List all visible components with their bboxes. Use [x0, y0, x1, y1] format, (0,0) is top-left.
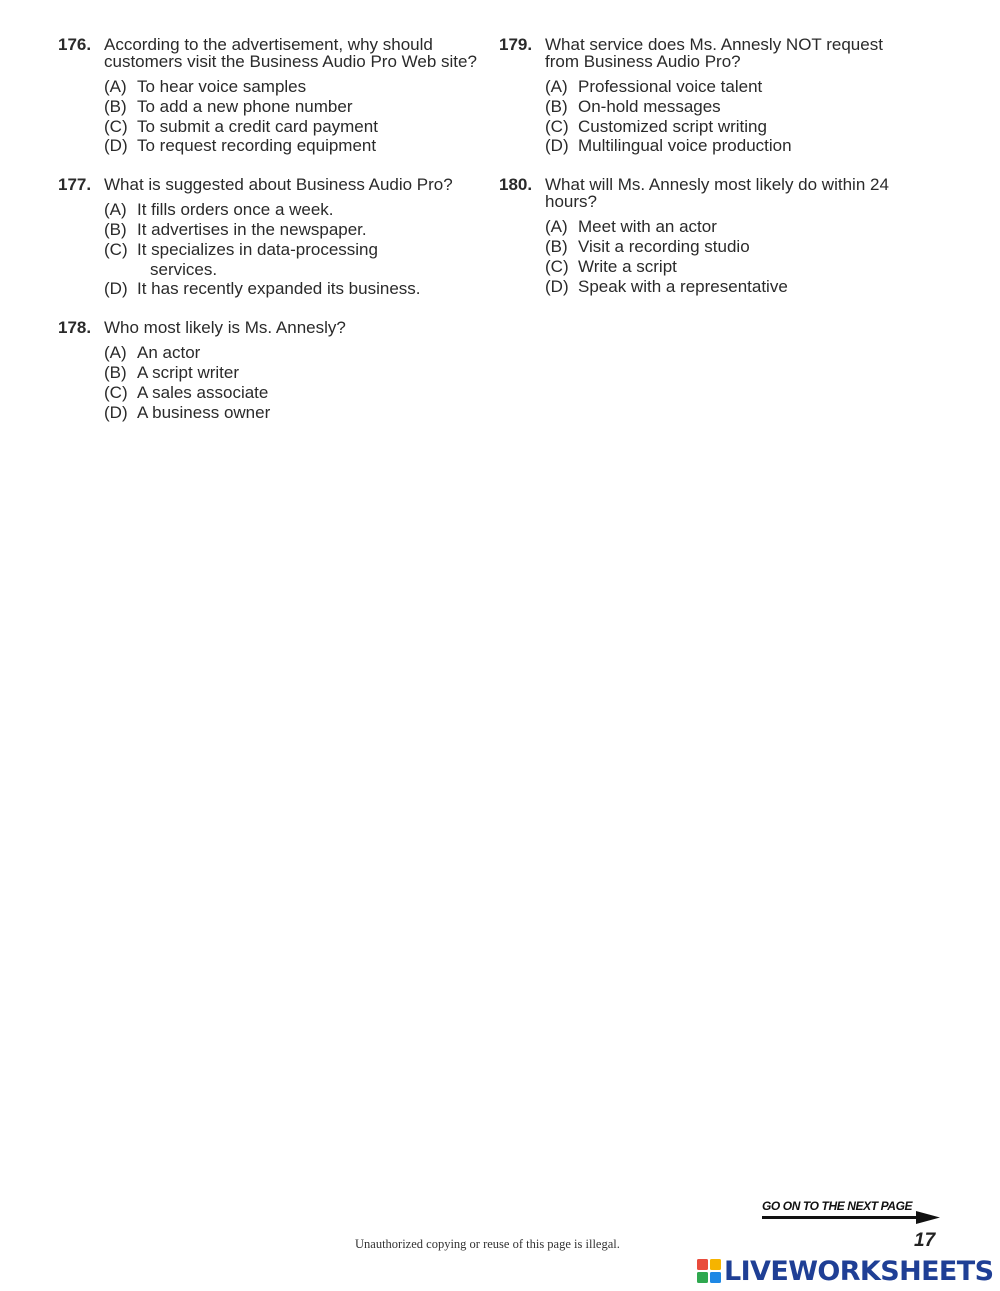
- option-text: [137, 240, 478, 280]
- option-text: To add a new phone number: [137, 96, 353, 116]
- option-letter: (C): [104, 382, 128, 402]
- option-text: It advertises in the newspaper.: [137, 219, 367, 239]
- option-text-continuation: services.: [150, 259, 218, 279]
- option-text: A sales associate: [137, 382, 269, 402]
- brand-name: LIVEWORKSHEETS: [724, 1255, 994, 1287]
- question-179: [499, 36, 919, 156]
- option-text: Write a script: [578, 256, 677, 276]
- answer-option[interactable]: [104, 279, 478, 299]
- question-176: [58, 36, 478, 156]
- option-letter: (B): [104, 219, 127, 239]
- answer-option[interactable]: [104, 77, 478, 97]
- question-text: According to the advertisement, why should customers visit the Business Audio Pro Web site?: [104, 35, 477, 71]
- question-number: 180.: [499, 175, 533, 195]
- question-text: What will Ms. Annesly most likely do within 24 hours?: [545, 175, 889, 212]
- option-text-line: It specializes in data-processing: [137, 239, 378, 259]
- answer-options: [104, 343, 478, 422]
- question-178: [58, 319, 478, 422]
- option-letter: (B): [104, 362, 127, 382]
- liveworksheets-logo-icon: [697, 1259, 721, 1283]
- answer-options: [545, 77, 919, 156]
- option-text: On-hold messages: [578, 96, 721, 116]
- question-number: 177.: [58, 175, 92, 195]
- answer-option[interactable]: [104, 220, 478, 240]
- question-177: [58, 176, 478, 299]
- answer-option[interactable]: [545, 117, 919, 137]
- option-letter: (A): [545, 77, 568, 96]
- answer-options: [104, 77, 478, 156]
- next-page-label: GO ON TO THE NEXT PAGE: [762, 1199, 913, 1213]
- page-number: 17: [914, 1230, 936, 1251]
- answer-option[interactable]: [104, 117, 478, 137]
- question-number: 176.: [58, 35, 92, 54]
- question-number: 178.: [58, 318, 92, 338]
- answer-option[interactable]: [104, 136, 478, 156]
- answer-option[interactable]: [545, 277, 919, 297]
- answer-option[interactable]: [104, 343, 478, 363]
- option-letter: (D): [545, 276, 569, 296]
- answer-option[interactable]: [104, 240, 478, 280]
- option-text: Visit a recording studio: [578, 236, 750, 256]
- answer-option[interactable]: [545, 136, 919, 156]
- option-letter: (C): [104, 239, 128, 259]
- option-text: Professional voice talent: [578, 77, 763, 96]
- go-on-next-page: [762, 1199, 942, 1229]
- option-letter: (D): [545, 136, 569, 156]
- liveworksheets-brand: [697, 1256, 993, 1286]
- question-number: 179.: [499, 35, 533, 54]
- answer-option[interactable]: [545, 77, 919, 97]
- option-text: Speak with a representative: [578, 276, 788, 296]
- option-text: It fills orders once a week.: [137, 200, 334, 220]
- answer-option[interactable]: [104, 383, 478, 403]
- option-letter: (C): [545, 116, 569, 136]
- option-letter: (D): [104, 402, 128, 422]
- question-text: Who most likely is Ms. Annesly?: [104, 318, 346, 338]
- option-letter: (C): [545, 256, 569, 276]
- option-text: An actor: [137, 343, 201, 363]
- question-180: [499, 176, 919, 296]
- option-letter: (B): [545, 236, 568, 256]
- option-text: Multilingual voice production: [578, 136, 792, 156]
- left-column: [58, 36, 478, 442]
- option-letter: (D): [104, 136, 128, 156]
- option-letter: (A): [104, 343, 127, 363]
- answer-options: [104, 200, 478, 299]
- option-text: To submit a credit card payment: [137, 116, 378, 136]
- option-letter: (D): [104, 279, 128, 299]
- answer-option[interactable]: [545, 97, 919, 117]
- right-column: [499, 36, 919, 316]
- answer-option[interactable]: [545, 257, 919, 277]
- option-letter: (C): [104, 116, 128, 136]
- option-text: It has recently expanded its business.: [137, 279, 421, 299]
- option-letter: (A): [104, 200, 127, 220]
- answer-option[interactable]: [545, 217, 919, 237]
- question-text: What service does Ms. Annesly NOT request from Business Audio Pro?: [545, 35, 883, 71]
- option-letter: (B): [545, 96, 568, 116]
- answer-option[interactable]: [104, 403, 478, 423]
- option-text: A business owner: [137, 402, 271, 422]
- option-letter: (A): [545, 217, 568, 237]
- option-text: To request recording equipment: [137, 136, 377, 156]
- option-text: Customized script writing: [578, 116, 767, 136]
- answer-option[interactable]: [104, 97, 478, 117]
- answer-option[interactable]: [104, 200, 478, 220]
- option-letter: (B): [104, 96, 127, 116]
- option-letter: (A): [104, 77, 127, 96]
- option-text: A script writer: [137, 362, 240, 382]
- option-text: To hear voice samples: [137, 77, 307, 96]
- arrow-right-icon: [762, 1211, 940, 1225]
- copyright-notice: Unauthorized copying or reuse of this page is illegal.: [355, 1237, 620, 1251]
- answer-option[interactable]: [545, 237, 919, 257]
- question-text: What is suggested about Business Audio Pro?: [104, 175, 453, 195]
- option-text: Meet with an actor: [578, 217, 717, 237]
- answer-option[interactable]: [104, 363, 478, 383]
- answer-options: [545, 217, 919, 296]
